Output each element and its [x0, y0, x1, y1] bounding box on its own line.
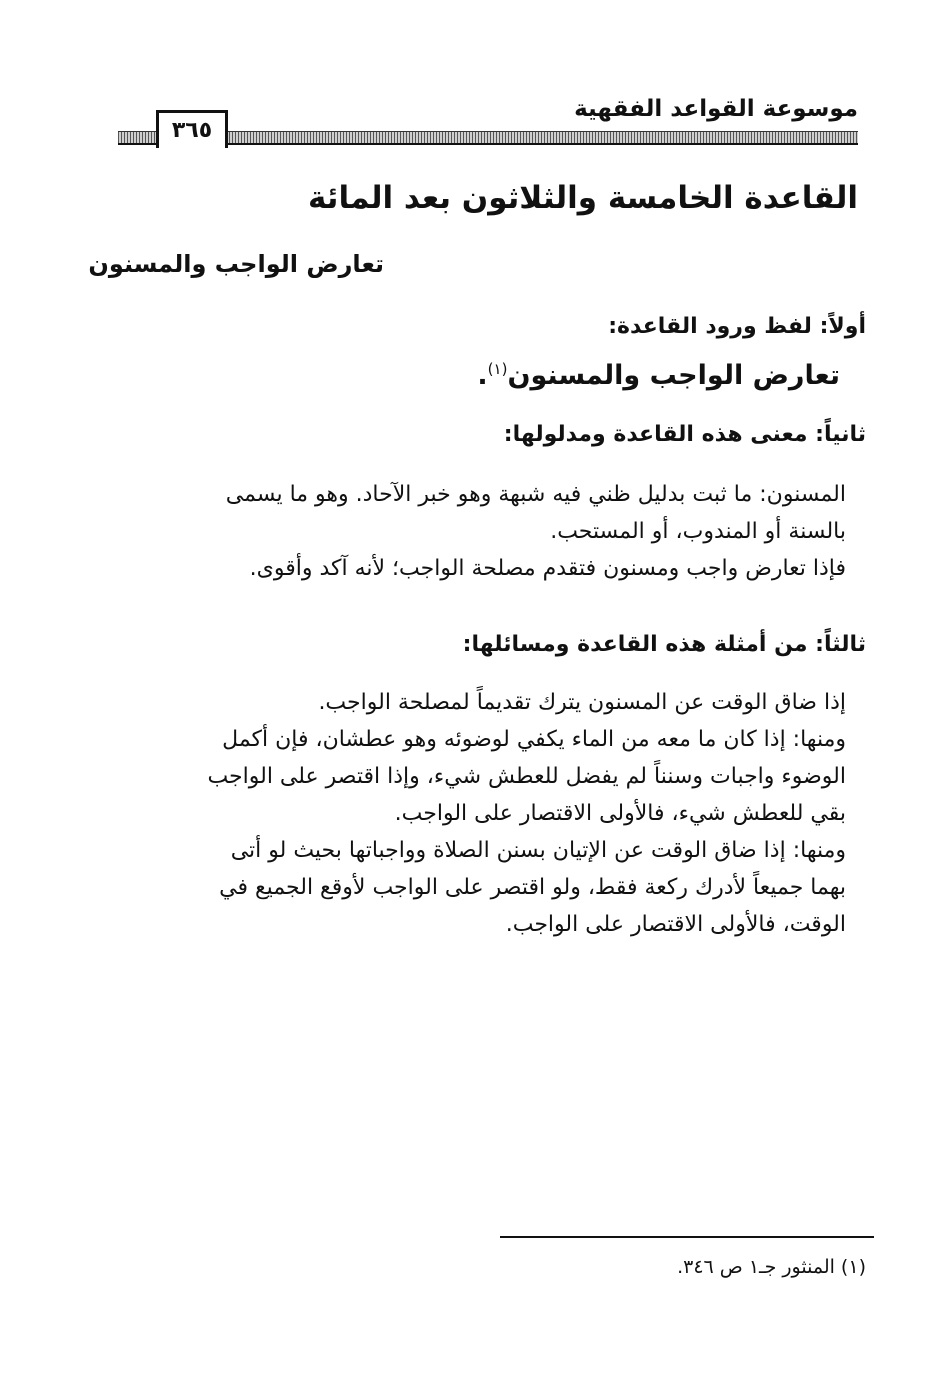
- page-number: ٣٦٥: [156, 110, 228, 148]
- running-title: موسوعة القواعد الفقهية: [574, 96, 858, 122]
- rule-title: القاعدة الخامسة والثلاثون بعد المائة: [308, 180, 858, 216]
- text-line: بقي للعطش شيء، فالأولى الاقتصار على الواجب.: [394, 801, 846, 826]
- rule-subtitle: تعارض الواجب والمسنون: [88, 250, 384, 278]
- text-line: إذا ضاق الوقت عن المسنون يترك تقديماً لمصلحة الواجب.: [318, 690, 846, 715]
- text-line: ومنها: إذا ضاق الوقت عن الإتيان بسنن الصلاة وواجباتها بحيث لو أتى: [230, 838, 846, 863]
- text-line: ومنها: إذا كان ما معه من الماء يكفي لوضوئه وهو عطشان، فإن أكمل: [222, 727, 846, 752]
- text-line: بهما جميعاً لأدرك ركعة فقط، ولو اقتصر على الواجب لأوقع الجميع في: [219, 875, 846, 900]
- text-line: بالسنة أو المندوب، أو المستحب.: [550, 519, 846, 544]
- header-rule: [118, 131, 858, 145]
- text-line: المسنون: ما ثبت بدليل ظني فيه شبهة وهو خبر الآحاد. وهو ما يسمى: [225, 482, 846, 507]
- section-heading-wording: أولاً: لفظ ورود القاعدة:: [608, 314, 866, 339]
- rule-wording-text: تعارض الواجب والمسنون: [507, 360, 840, 391]
- footnote-separator: [500, 1236, 874, 1238]
- text-line: الوضوء واجبات وسنناً لم يفضل للعطش شيء، وإذا اقتصر على الواجب: [207, 764, 846, 789]
- text-line: الوقت، فالأولى الاقتصار على الواجب.: [505, 912, 846, 937]
- meaning-paragraph: [106, 476, 846, 587]
- examples-paragraph: [106, 684, 846, 943]
- footnote: (١) المنثور جـ١ ص ٣٤٦.: [677, 1256, 866, 1278]
- section-heading-examples: ثالثاً: من أمثلة هذه القاعدة ومسائلها:: [462, 632, 866, 657]
- text-line: فإذا تعارض واجب ومسنون فتقدم مصلحة الواجب؛ لأنه آكد وأقوى.: [249, 556, 846, 581]
- section-heading-meaning: ثانياً: معنى هذه القاعدة ومدلولها:: [503, 422, 866, 447]
- rule-wording: [477, 360, 840, 391]
- footnote-marker: (١): [487, 360, 508, 378]
- rule-wording-period: .: [477, 360, 488, 391]
